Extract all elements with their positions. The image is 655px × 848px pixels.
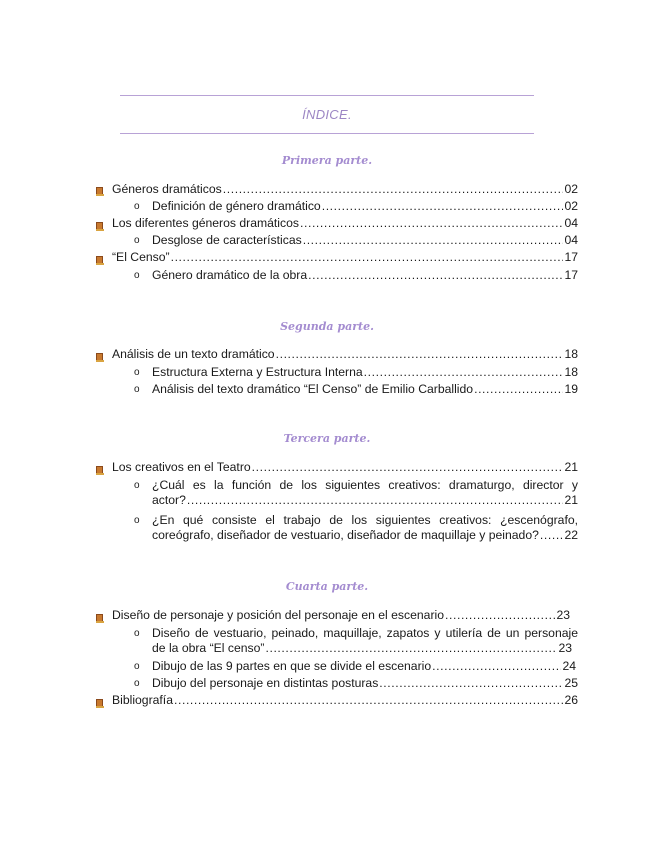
- circle-bullet-icon: o: [134, 235, 140, 246]
- leader-dots: [276, 347, 564, 362]
- toc-entry-title-line2: coreógrafo, diseñador de vestuario, diseñador de maquillaje y peinado?: [152, 528, 539, 542]
- toc-subentry[interactable]: [152, 659, 576, 674]
- toc-subentry[interactable]: [152, 478, 578, 508]
- toc-subentry[interactable]: [152, 513, 578, 543]
- part-heading: Tercera parte.: [283, 432, 371, 445]
- toc-entry-title: “El Censo”: [112, 250, 170, 264]
- circle-bullet-icon: o: [134, 201, 140, 212]
- circle-bullet-icon: o: [134, 628, 140, 639]
- toc-entry-title: Diseño de personaje y posición del personaje en el escenario: [112, 608, 444, 622]
- circle-bullet-icon: o: [134, 367, 140, 378]
- toc-entry-page: 02: [564, 199, 578, 213]
- part-heading: Primera parte.: [281, 154, 373, 167]
- circle-bullet-icon: o: [134, 480, 140, 491]
- leader-dots: [174, 693, 563, 708]
- leader-dots: [265, 641, 557, 656]
- leader-dots: [540, 528, 564, 543]
- toc-entry-title: Los diferentes géneros dramáticos: [112, 216, 299, 230]
- leader-dots: [187, 493, 564, 508]
- toc-entry[interactable]: [112, 460, 578, 475]
- leader-dots: [223, 182, 564, 197]
- part-heading: Cuarta parte.: [285, 580, 369, 593]
- book-bullet-icon: [96, 695, 104, 704]
- leader-dots: [300, 216, 563, 231]
- toc-entry-page: 23: [556, 608, 570, 622]
- toc-entry-title-line1: Diseño de vestuario, peinado, maquillaje, zapatos y utilería de un personaje: [152, 626, 578, 640]
- leader-dots: [171, 250, 564, 265]
- toc-entry[interactable]: [112, 216, 578, 231]
- circle-bullet-icon: o: [134, 661, 140, 672]
- leader-dots: [432, 659, 561, 674]
- book-bullet-icon: [96, 218, 104, 227]
- leader-dots: [474, 382, 563, 397]
- toc-entry-page: 18: [564, 365, 578, 379]
- toc-entry-title: Géneros dramáticos: [112, 182, 222, 196]
- toc-entry-title-line2: de la obra “El censo”: [152, 641, 265, 655]
- toc-entry-page: 22: [564, 528, 578, 542]
- toc-entry-title: Dibujo de las 9 partes en que se divide el escenario: [152, 659, 432, 673]
- toc-entry[interactable]: [112, 693, 578, 708]
- toc-subentry[interactable]: [152, 626, 578, 656]
- toc-entry-page: 24: [562, 659, 576, 673]
- toc-entry-title-line2: actor?: [152, 493, 186, 507]
- toc-entry-page: 17: [564, 250, 578, 264]
- toc-subentry[interactable]: [152, 676, 578, 691]
- toc-entry-title: Los creativos en el Teatro: [112, 460, 251, 474]
- top-rule: [120, 95, 534, 96]
- circle-bullet-icon: o: [134, 515, 140, 526]
- leader-dots: [379, 676, 563, 691]
- toc-entry-line2: [152, 641, 572, 656]
- leader-dots: [322, 199, 564, 214]
- toc-entry-page: 19: [564, 382, 578, 396]
- toc-entry[interactable]: [112, 250, 578, 265]
- toc-entry-title: Estructura Externa y Estructura Interna: [152, 365, 363, 379]
- toc-subentry[interactable]: [152, 233, 578, 248]
- toc-subentry[interactable]: [152, 365, 578, 380]
- toc-entry-title: Género dramático de la obra: [152, 268, 308, 282]
- toc-entry-title-line1: ¿En qué consiste el trabajo de los siguientes creativos: ¿escenógrafo,: [152, 513, 578, 527]
- toc-entry-page: 23: [558, 641, 572, 655]
- leader-dots: [445, 608, 555, 623]
- part-heading: Segunda parte.: [280, 320, 374, 333]
- book-bullet-icon: [96, 183, 104, 192]
- toc-entry-page: 26: [564, 693, 578, 707]
- toc-entry[interactable]: [112, 608, 570, 623]
- toc-entry-page: 21: [564, 460, 578, 474]
- leader-dots: [252, 460, 564, 475]
- toc-entry-title: Desglose de características: [152, 233, 302, 247]
- toc-entry-page: 25: [564, 676, 578, 690]
- toc-entry-title: Análisis del texto dramático “El Censo” de Emilio Carballido: [152, 382, 474, 396]
- bottom-rule: [120, 133, 534, 134]
- toc-subentry[interactable]: [152, 199, 578, 214]
- index-title: ÍNDICE.: [302, 107, 352, 122]
- book-bullet-icon: [96, 610, 104, 619]
- book-bullet-icon: [96, 462, 104, 471]
- leader-dots: [364, 365, 564, 380]
- toc-entry-page: 02: [564, 182, 578, 196]
- toc-entry-title: Análisis de un texto dramático: [112, 347, 275, 361]
- toc-entry-line2: [152, 528, 578, 543]
- toc-subentry[interactable]: [152, 382, 578, 397]
- toc-entry-title: Dibujo del personaje en distintas posturas: [152, 676, 379, 690]
- circle-bullet-icon: o: [134, 678, 140, 689]
- toc-entry-page: 04: [564, 216, 578, 230]
- toc-entry-title: Bibliografía: [112, 693, 173, 707]
- leader-dots: [303, 233, 564, 248]
- toc-entry-page: 04: [564, 233, 578, 247]
- circle-bullet-icon: o: [134, 384, 140, 395]
- toc-subentry[interactable]: [152, 268, 578, 283]
- toc-entry-title: Definición de género dramático: [152, 199, 321, 213]
- leader-dots: [308, 268, 563, 283]
- toc-entry-title-line1: ¿Cuál es la función de los siguientes creativos: dramaturgo, director y: [152, 478, 578, 492]
- circle-bullet-icon: o: [134, 270, 140, 281]
- book-bullet-icon: [96, 252, 104, 261]
- toc-entry[interactable]: [112, 347, 578, 362]
- toc-entry-page: 21: [564, 493, 578, 507]
- toc-entry-page: 17: [564, 268, 578, 282]
- toc-entry[interactable]: [112, 182, 578, 197]
- book-bullet-icon: [96, 349, 104, 358]
- toc-entry-line2: [152, 493, 578, 508]
- toc-entry-page: 18: [564, 347, 578, 361]
